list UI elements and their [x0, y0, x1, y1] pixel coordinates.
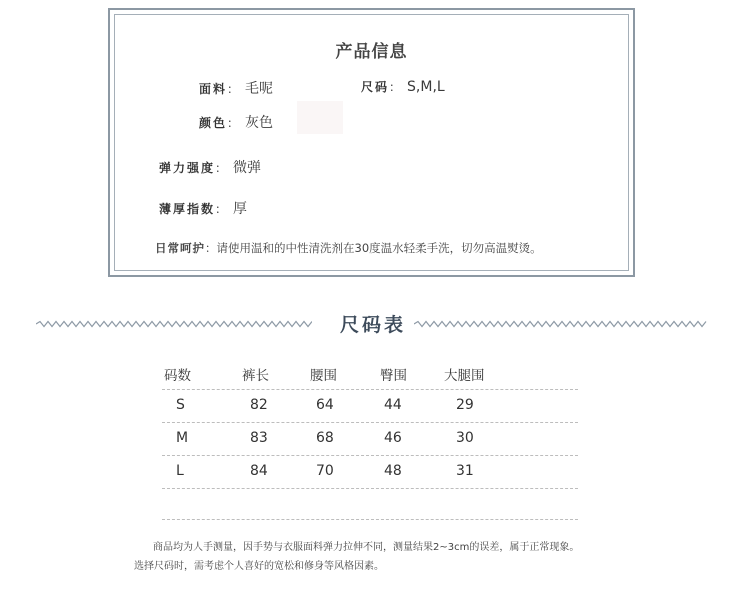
- material-field: [199, 78, 273, 98]
- size-colon: ：: [389, 80, 402, 94]
- stretch-colon: ：: [215, 161, 228, 175]
- waist-cell: 64: [316, 397, 334, 413]
- header-waist: 腰围: [310, 368, 337, 384]
- waist-cell: 70: [316, 463, 334, 479]
- header-pants-length: 裤长: [242, 368, 269, 384]
- size-table-header: [162, 357, 578, 390]
- thigh-cell: 29: [456, 397, 474, 413]
- care-colon: ：: [205, 241, 217, 255]
- size-selection-note: 选择尺码时，需考虑个人喜好的宽松和修身等风格因素。: [134, 561, 384, 572]
- size-label: 尺码: [361, 80, 390, 94]
- thigh-cell: 31: [456, 463, 474, 479]
- table-row: [162, 390, 578, 423]
- size-code-cell: M: [176, 430, 189, 446]
- thickness-colon: ：: [215, 202, 228, 216]
- material-label: 面料: [199, 82, 228, 96]
- measurement-note: 商品均为人手测量，因手势与衣服面料弹力拉伸不同，测量结果2~3cm的误差，属于正常现象。: [153, 542, 580, 553]
- hip-cell: 44: [384, 397, 402, 413]
- thickness-value: 厚: [233, 201, 248, 217]
- header-hip: 臀围: [380, 368, 407, 384]
- pants-length-cell: 83: [250, 430, 268, 446]
- table-row: [162, 456, 578, 489]
- color-colon: ：: [227, 116, 240, 130]
- size-chart-title: 尺码表: [339, 314, 406, 336]
- color-swatch: [297, 101, 343, 134]
- hip-cell: 46: [384, 430, 402, 446]
- thigh-cell: 30: [456, 430, 474, 446]
- right-wave-divider: [414, 316, 708, 332]
- product-info-inner-frame: [114, 14, 629, 271]
- size-table: [162, 357, 578, 520]
- table-row: [162, 423, 578, 456]
- material-value: 毛呢: [245, 81, 274, 97]
- color-label: 颜色: [199, 116, 228, 130]
- product-info-title: 产品信息: [335, 42, 408, 62]
- size-value: S,M,L: [407, 79, 445, 95]
- care-label: 日常呵护: [155, 241, 205, 255]
- thickness-field: [159, 198, 247, 218]
- waist-cell: 68: [316, 430, 334, 446]
- header-size-code: 码数: [164, 368, 191, 384]
- size-code-cell: L: [176, 463, 184, 479]
- stretch-label: 弹力强度: [159, 161, 216, 175]
- size-field: [361, 78, 445, 95]
- care-value: 请使用温和的中性清洗剂在30度温水轻柔手洗，切勿高温熨烫。: [216, 241, 542, 255]
- hip-cell: 48: [384, 463, 402, 479]
- pants-length-cell: 82: [250, 397, 268, 413]
- care-instructions: [155, 240, 542, 256]
- header-thigh: 大腿围: [444, 368, 485, 384]
- color-value: 灰色: [245, 115, 274, 131]
- thickness-label: 薄厚指数: [159, 202, 216, 216]
- table-bottom-rule: [162, 489, 578, 520]
- material-colon: ：: [227, 82, 240, 96]
- stretch-value: 微弹: [233, 160, 262, 176]
- color-field: [199, 112, 273, 132]
- pants-length-cell: 84: [250, 463, 268, 479]
- size-code-cell: S: [176, 397, 185, 413]
- product-info-box: [108, 8, 635, 277]
- stretch-field: [159, 157, 261, 177]
